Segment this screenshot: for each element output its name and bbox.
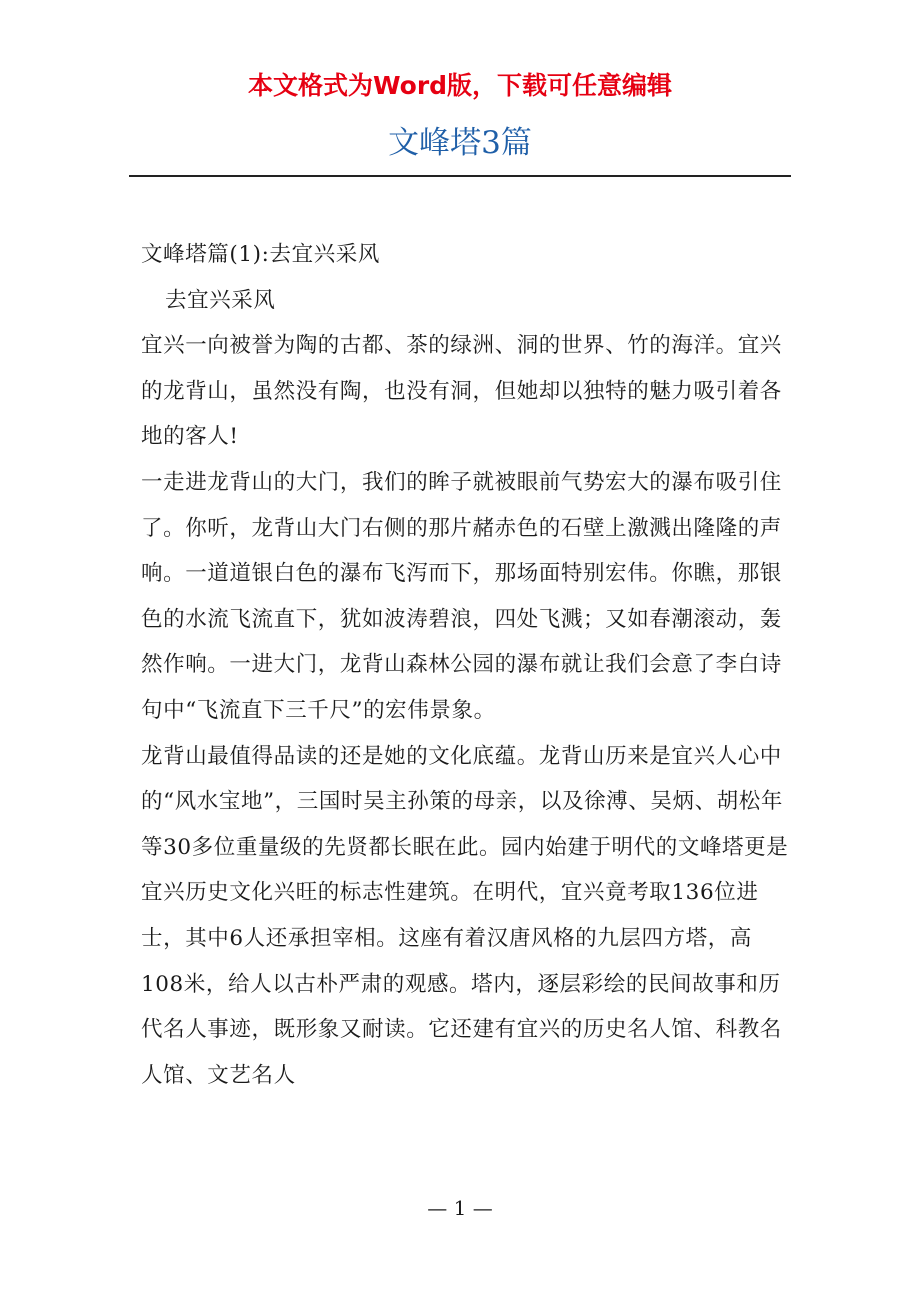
title-divider (129, 175, 791, 177)
document-title: 文峰塔3篇 (388, 125, 532, 161)
document-body (141, 232, 791, 1098)
paragraph: 宜兴一向被誉为陶的古都、茶的绿洲、洞的世界、竹的海洋。宜兴的龙背山，虽然没有陶，也没有洞，但她却以独特的魅力吸引着各地的客人! (141, 333, 782, 450)
format-notice-banner: 本文格式为Word版，下载可任意编辑 (247, 71, 673, 100)
paragraph: 一走进龙背山的大门，我们的眸子就被眼前气势宏大的瀑布吸引住了。你听，龙背山大门右侧的那片赭赤色的石壁上激溅出隆隆的声响。一道道银白色的瀑布飞泻而下，那场面特别宏伟。你瞧，那银色的水流飞流直下，犹如波涛碧浪，四处飞溅；又如春潮滚动，轰然作响。一进大门，龙背山森林公园的瀑布就让我们会意了李白诗句中“飞流直下三千尺”的宏伟景象。 (141, 469, 782, 723)
section-heading: 文峰塔篇(1):去宜兴采风 (141, 242, 380, 267)
page-number: — 1 — (427, 1196, 493, 1220)
paragraph: 龙背山最值得品读的还是她的文化底蕴。龙背山历来是宜兴人心中的“风水宝地”，三国时吴主孙策的母亲，以及徐溥、吴炳、胡松年等30多位重量级的先贤都长眠在此。园内始建于明代的文峰塔更是宜兴历史文化兴旺的标志性建筑。在明代，宜兴竟考取136位进士，其中6人还承担宰相。这座有着汉唐风格的九层四方塔，高108米，给人以古朴严肃的观感。塔内，逐层彩绘的民间故事和历代名人事迹，既形象又耐读。它还建有宜兴的历史名人馆、科教名人馆、文艺名人 (141, 743, 789, 1088)
article-subheading: 去宜兴采风 (165, 287, 276, 313)
